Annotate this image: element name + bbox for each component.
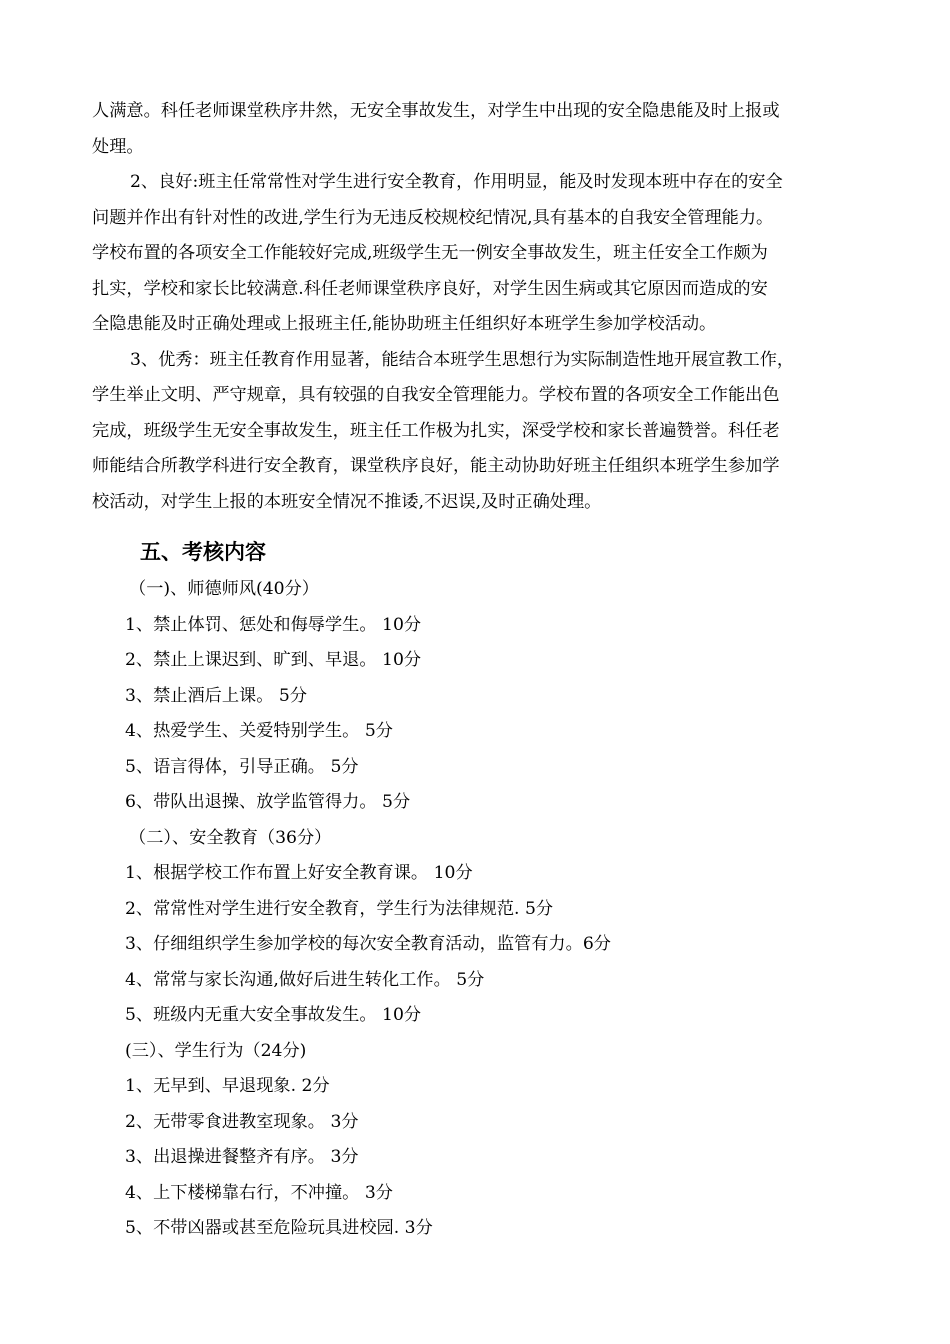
list-item: 5、不带凶器或甚至危险玩具进校园. 3分 <box>125 1218 433 1238</box>
list-item: 4、常常与家长沟通,做好后进生转化工作。 5分 <box>125 969 485 990</box>
list-item: 4、热爱学生、关爱特别学生。 5分 <box>125 721 393 741</box>
list-item: 1、禁止体罚、惩处和侮辱学生。 10分 <box>125 614 422 635</box>
list-item: 5、语言得体，引导正确。 5分 <box>125 756 359 777</box>
paragraph-line: 问题并作出有针对性的改进,学生行为无违反校规校纪情况,具有基本的自我安全管理能力。 <box>92 207 774 228</box>
section-heading: 五、考核内容 <box>140 540 266 564</box>
paragraph-line: 师能结合所教学科进行安全教育，课堂秩序良好，能主动协助好班主任组织本班学生参加学 <box>92 456 780 476</box>
paragraph-line: 2、良好:班主任常常性对学生进行安全教育，作用明显，能及时发现本班中存在的安全 <box>130 172 783 192</box>
list-item: 2、禁止上课迟到、旷到、早退。 10分 <box>125 650 422 670</box>
list-item: 5、班级内无重大安全事故发生。 10分 <box>125 1005 422 1025</box>
paragraph-line: 学校布置的各项安全工作能较好完成,班级学生无一例安全事故发生，班主任安全工作颇为 <box>92 243 768 263</box>
paragraph-line: 完成，班级学生无安全事故发生，班主任工作极为扎实，深受学校和家长普遍赞誉。科任老 <box>92 420 780 441</box>
list-item: (三）、学生行为（24分) <box>125 1040 307 1061</box>
subsection-heading: （一)、师德师风(40分） <box>129 579 319 599</box>
paragraph-line: 处理。 <box>92 136 144 157</box>
body-text <box>92 94 872 520</box>
list-item: 4、上下楼梯靠右行，不冲撞。 3分 <box>125 1182 393 1203</box>
paragraph-line: 人满意。科任老师课堂秩序井然，无安全事故发生，对学生中出现的安全隐患能及时上报或 <box>92 101 780 121</box>
assessment-list <box>125 572 865 1247</box>
list-item: 3、禁止酒后上课。 5分 <box>125 685 308 706</box>
list-item: 1、无早到、早退现象. 2分 <box>125 1076 330 1096</box>
paragraph-line: 扎实，学校和家长比较满意.科任老师课堂秩序良好，对学生因生病或其它原因而造成的安 <box>92 278 768 299</box>
list-item: 3、仔细组织学生参加学校的每次安全教育活动，监管有力。6分 <box>125 934 611 954</box>
subsection-heading: （二）、安全教育（36分） <box>129 827 332 848</box>
paragraph-line: 学生举止文明、严守规章，具有较强的自我安全管理能力。学校布置的各项安全工作能出色 <box>92 385 780 405</box>
list-item: 1、根据学校工作布置上好安全教育课。 10分 <box>125 863 473 883</box>
list-item: 2、常常性对学生进行安全教育，学生行为法律规范. 5分 <box>125 898 554 919</box>
list-item: 6、带队出退操、放学监管得力。 5分 <box>125 792 411 812</box>
list-item: 2、无带零食进教室现象。 3分 <box>125 1111 359 1132</box>
list-item: 3、出退操进餐整齐有序。 3分 <box>125 1147 359 1167</box>
paragraph-line: 全隐患能及时正确处理或上报班主任,能协助班主任组织好本班学生参加学校活动。 <box>92 314 717 334</box>
paragraph-line: 3、优秀：班主任教育作用显著，能结合本班学生思想行为实际制造性地开展宣教工作， <box>130 349 795 370</box>
paragraph-line: 校活动，对学生上报的本班安全情况不推诿,不迟误,及时正确处理。 <box>92 491 602 512</box>
